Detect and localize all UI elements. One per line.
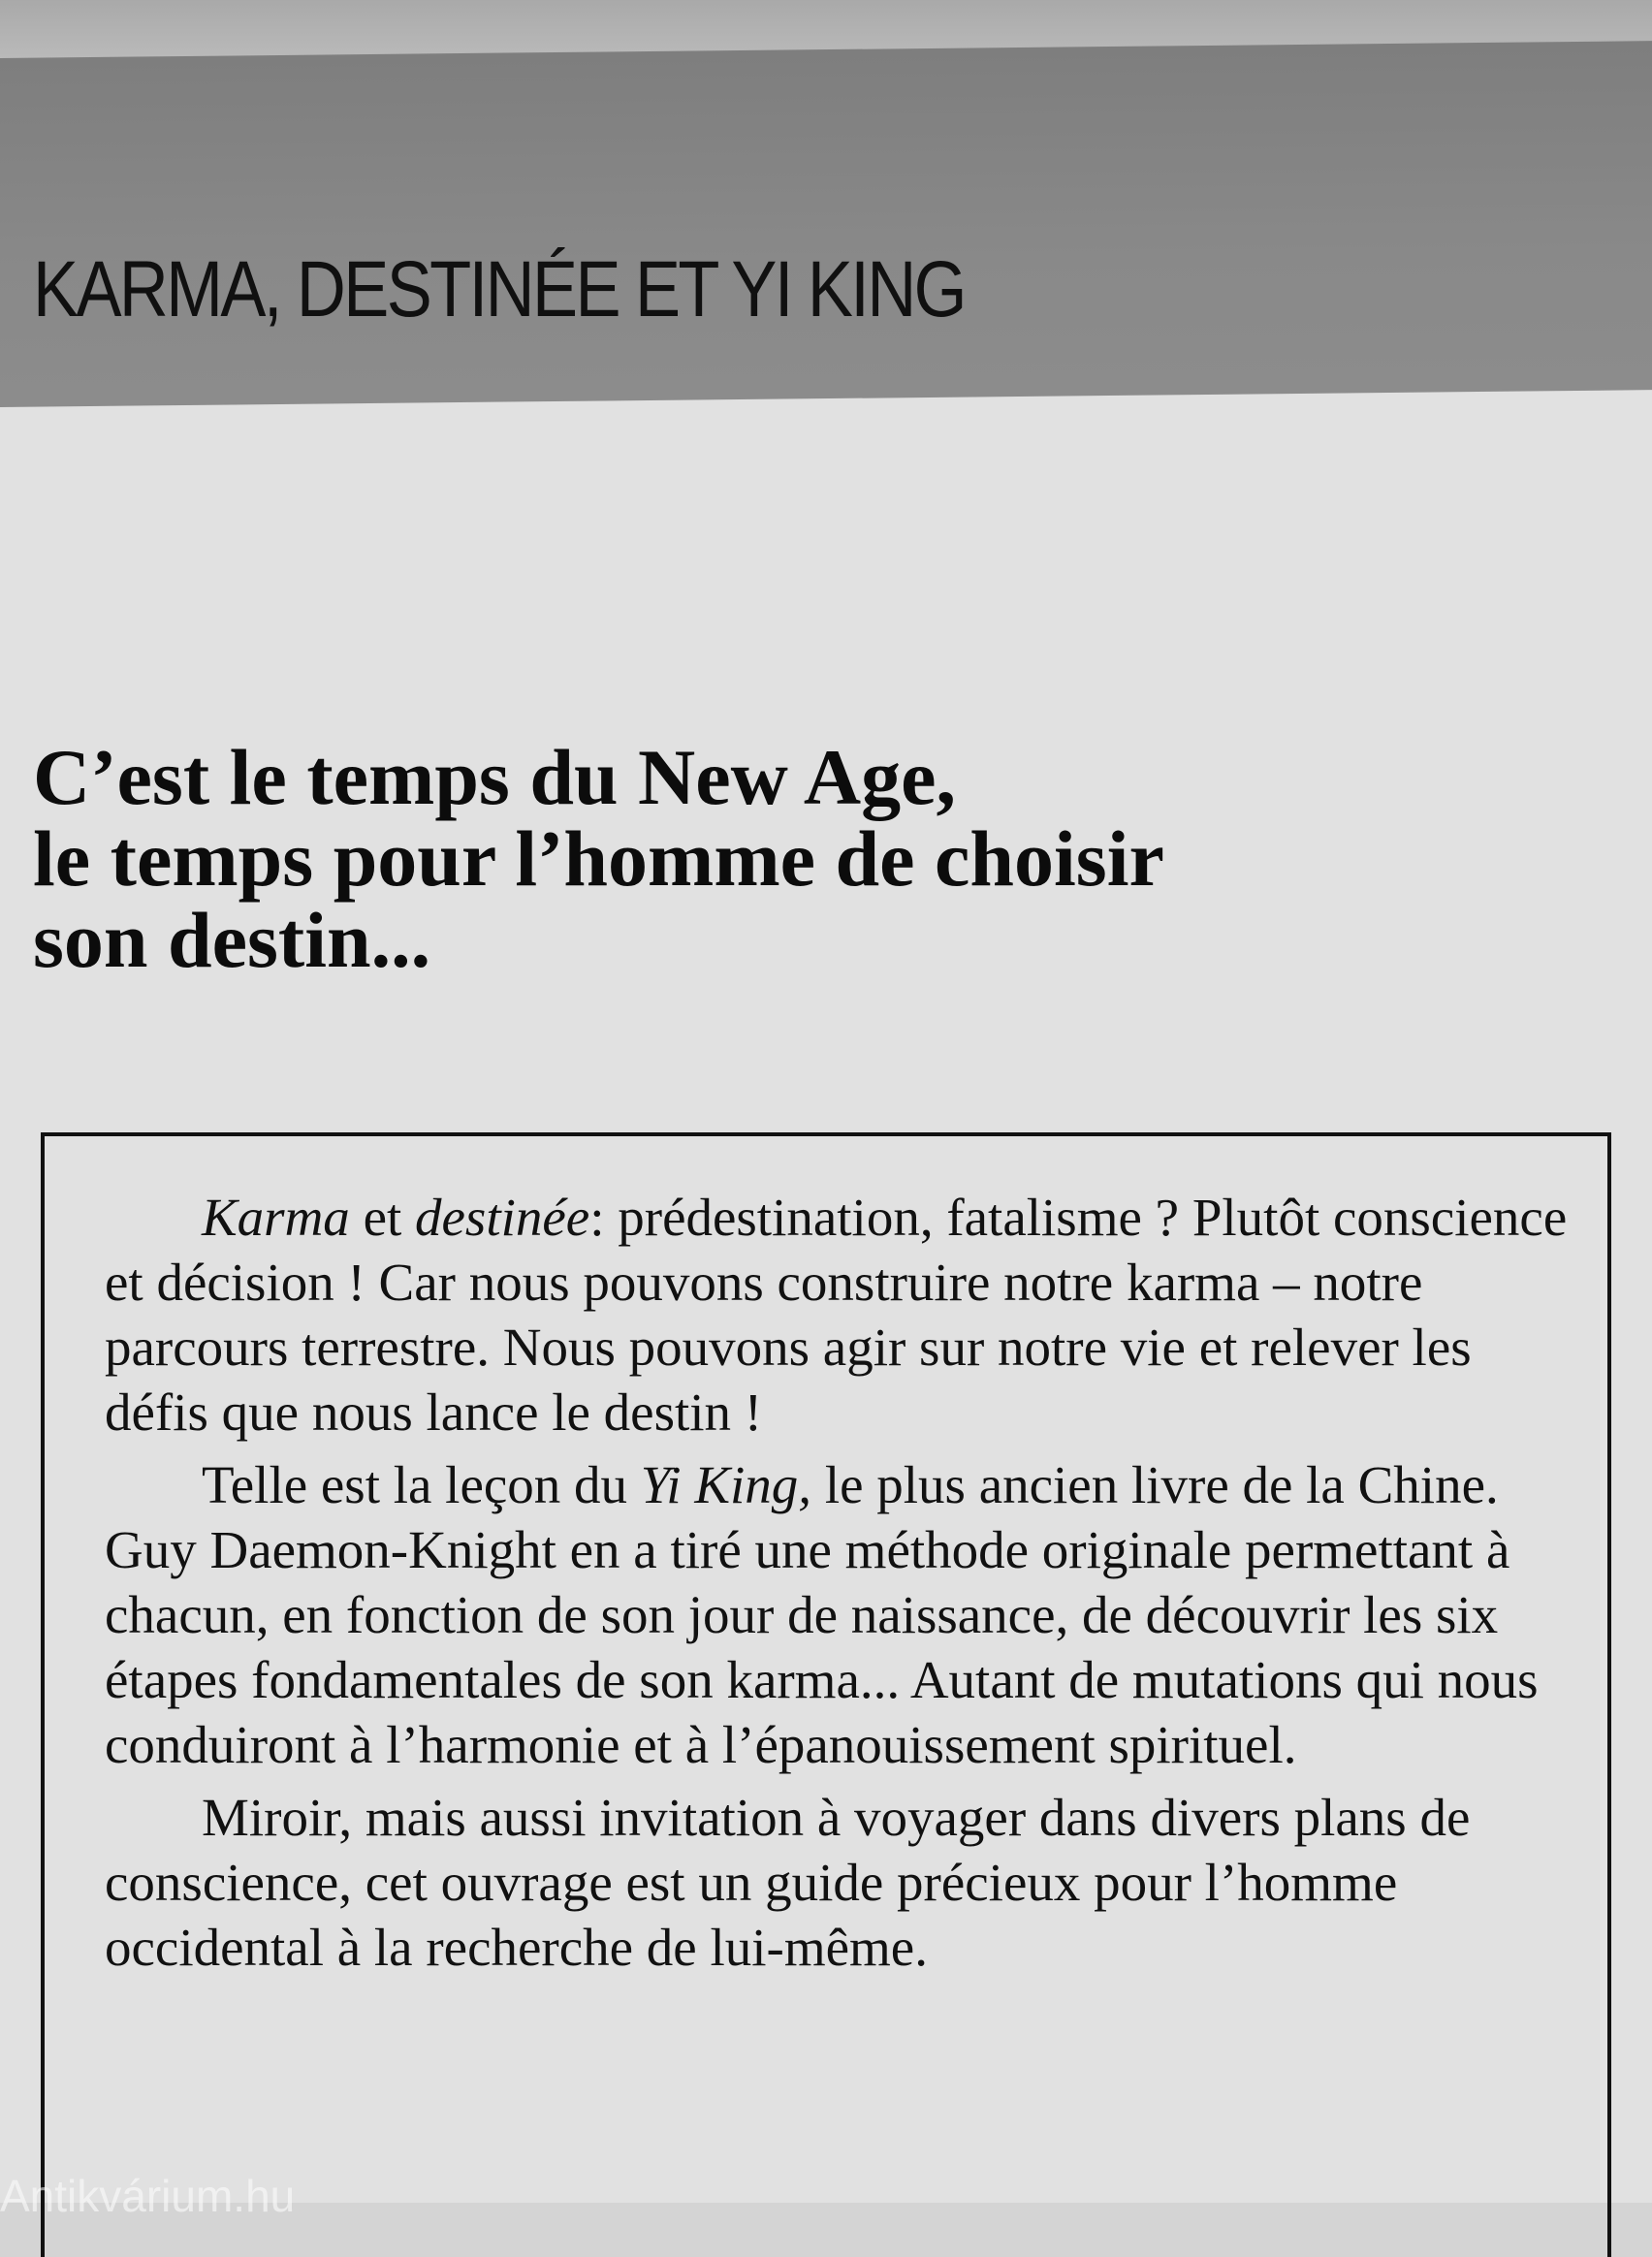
blurb-paragraph-2 [105,1452,1578,1777]
headline-line-3: son destin... [33,896,431,984]
destinee-term: destinée [415,1188,590,1247]
paragraph-2-start: Telle est la leçon du [202,1455,641,1514]
headline-line-2: le temps pour l’homme de choisir [33,814,1164,903]
paragraph-2-rest: le plus ancien livre de la Chine. Guy Daemon-Knight en a tiré une méthode originale permettant à chacun, en fonction de son jour de naissance, de découvrir les six étapes fondamentales de son karma... Autant de mutations qui nous conduiront à l’harmonie et à l’épanouissement spirituel. [105,1455,1539,1774]
header-band [0,41,1652,407]
blurb-paragraph-3: Miroir, mais aussi invitation à voyager dans divers plans de conscience, cet ouvrage est un guide précieux pour l’homme occidental à la recherche de lui-même. [105,1788,1471,1977]
blurb-text [105,1185,1578,1987]
headline [33,733,1164,984]
watermark: Antikvárium.hu [0,2171,296,2221]
yi-king-title: Yi King, [640,1455,812,1514]
blurb-paragraph-1 [105,1185,1578,1445]
paragraph-1-rest: : prédestination, fatalisme ? Plutôt conscience et décision ! Car nous pouvons construire notre karma – notre parcours terrestre. Nous pouvons agir sur notre vie et relever les défis que nous lance le destin ! [105,1188,1568,1442]
conjunction: et [349,1188,416,1247]
karma-term: Karma [202,1188,350,1247]
headline-line-1: C’est le temps du New Age, [33,733,956,821]
series-title: KARMA, DESTINÉE ET YI KING [33,245,965,334]
